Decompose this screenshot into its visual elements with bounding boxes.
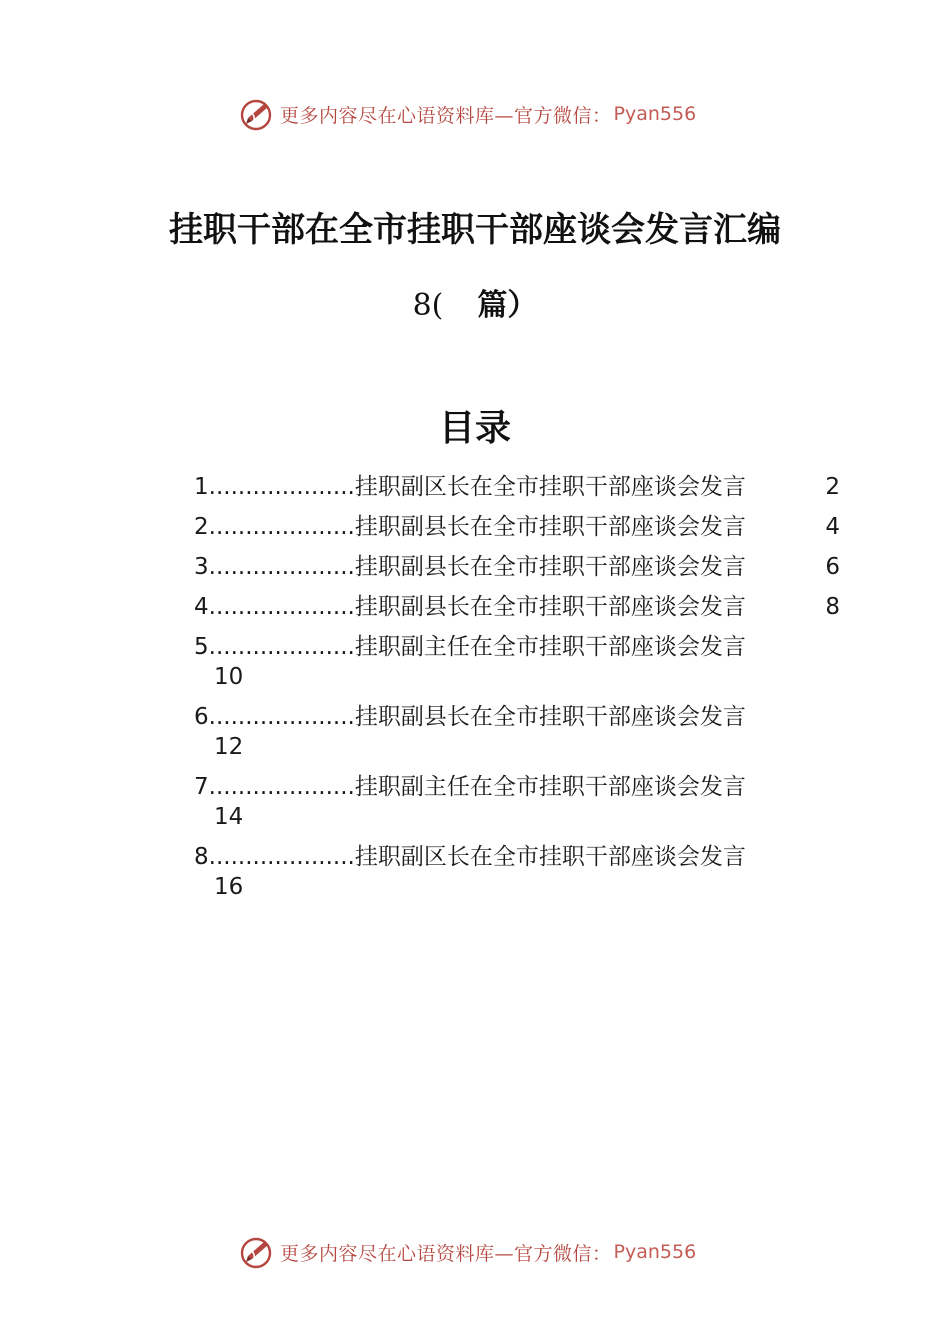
toc-item-number: 3 [194, 554, 209, 580]
watermark-account: Pyan556 [613, 1241, 697, 1263]
toc-item-title: 挂职副区长在全市挂职干部座谈会发言 [354, 474, 746, 500]
header-watermark [238, 94, 696, 134]
watermark-text: 更多内容尽在心语资料库—官方微信： [280, 1242, 612, 1265]
watermark-account: Pyan556 [613, 103, 697, 125]
toc-item-page: 12 [214, 734, 244, 760]
toc-item[interactable] [194, 592, 854, 632]
toc-item-number: 4 [194, 594, 209, 620]
toc-item-page: 16 [214, 874, 244, 900]
footer-watermark [238, 1232, 696, 1272]
toc-leader-dots: .................... [208, 704, 355, 730]
document-title: 挂职干部在全市挂职干部座谈会发言汇编 [169, 210, 781, 250]
toc-item-number: 1 [194, 474, 209, 500]
toc-leader-dots: .................... [208, 634, 355, 660]
toc-item-title: 挂职副县长在全市挂职干部座谈会发言 [354, 704, 746, 730]
toc-item[interactable] [194, 632, 854, 702]
toc-item-number: 2 [194, 514, 209, 540]
toc-item[interactable] [194, 512, 854, 552]
toc-item-page: 14 [214, 804, 244, 830]
toc-item-number: 5 [194, 634, 209, 660]
toc-item[interactable] [194, 772, 854, 842]
toc-item-title: 挂职副区长在全市挂职干部座谈会发言 [354, 844, 746, 870]
toc-item-page: 2 [825, 474, 840, 500]
toc-item-title: 挂职副县长在全市挂职干部座谈会发言 [354, 514, 746, 540]
toc-leader-dots: .................... [208, 594, 355, 620]
table-of-contents [194, 472, 854, 912]
toc-item[interactable] [194, 702, 854, 772]
toc-leader-dots: .................... [208, 474, 355, 500]
toc-leader-dots: .................... [208, 844, 355, 870]
toc-item-number: 8 [194, 844, 209, 870]
toc-leader-dots: .................... [208, 774, 355, 800]
toc-item-title: 挂职副主任在全市挂职干部座谈会发言 [354, 774, 746, 800]
document-subtitle [0, 280, 950, 324]
toc-item-title: 挂职副县长在全市挂职干部座谈会发言 [354, 554, 746, 580]
toc-heading: 目录 [438, 407, 511, 449]
toc-item-page: 10 [214, 664, 244, 690]
article-count: 8( [412, 288, 444, 323]
toc-item-number: 7 [194, 774, 209, 800]
toc-item-page: 8 [825, 594, 840, 620]
toc-leader-dots: .................... [208, 514, 355, 540]
article-unit: 篇） [477, 288, 538, 323]
toc-item-number: 6 [194, 704, 209, 730]
toc-item-page: 6 [825, 554, 840, 580]
toc-item-page: 4 [825, 514, 840, 540]
pen-logo-icon [238, 1234, 274, 1270]
pen-logo-icon [238, 96, 274, 132]
toc-leader-dots: .................... [208, 554, 355, 580]
toc-item[interactable] [194, 472, 854, 512]
toc-item-title: 挂职副主任在全市挂职干部座谈会发言 [354, 634, 746, 660]
toc-item[interactable] [194, 842, 854, 912]
watermark-text: 更多内容尽在心语资料库—官方微信： [280, 104, 612, 127]
toc-item[interactable] [194, 552, 854, 592]
toc-item-title: 挂职副县长在全市挂职干部座谈会发言 [354, 594, 746, 620]
